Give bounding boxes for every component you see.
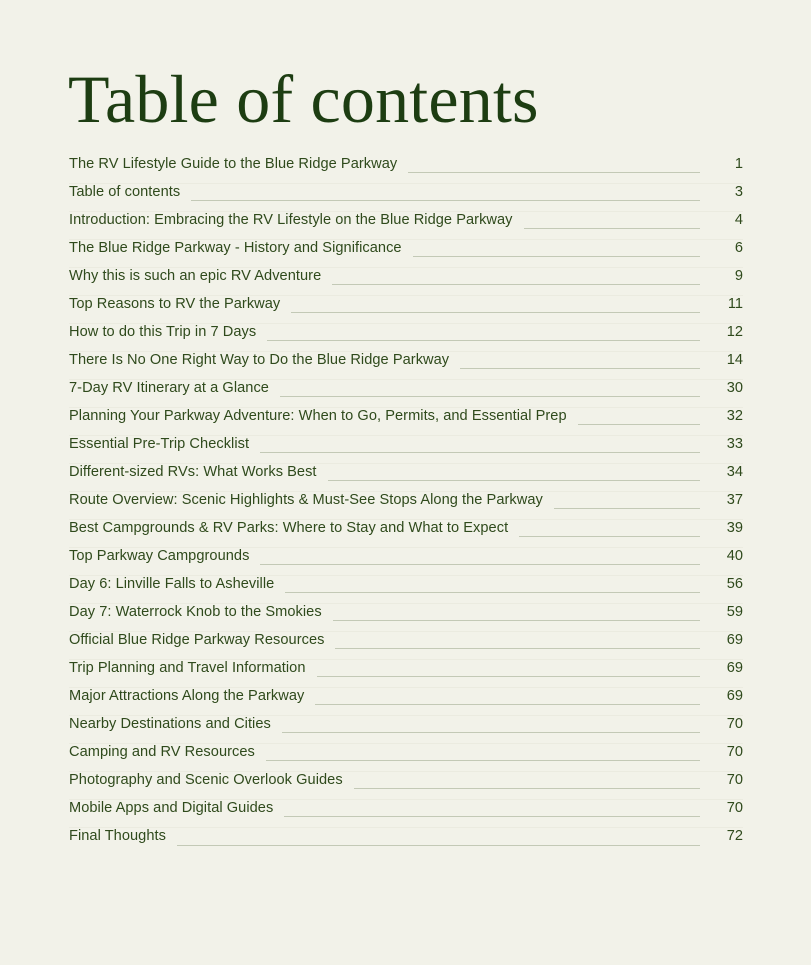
toc-leader-line (285, 592, 700, 593)
toc-entry-page-number: 69 (726, 632, 743, 648)
toc-leader-line (284, 816, 700, 817)
toc-entry[interactable] (69, 212, 743, 240)
toc-leader-line (282, 732, 700, 733)
toc-entry[interactable] (69, 632, 743, 660)
toc-entry[interactable] (69, 352, 743, 380)
toc-entry-page-number: 69 (726, 688, 743, 704)
toc-entry-page-number: 30 (726, 380, 743, 396)
toc-leader-line (291, 312, 700, 313)
toc-entry[interactable] (69, 800, 743, 828)
toc-entry-page-number: 6 (734, 240, 743, 256)
toc-entry-label: Different-sized RVs: What Works Best (69, 464, 317, 480)
toc-leader-line (460, 368, 700, 369)
toc-entry-page-number: 70 (726, 772, 743, 788)
toc-entry-list (69, 156, 743, 856)
toc-entry-page-number: 1 (734, 156, 743, 172)
toc-entry-label: Planning Your Parkway Adventure: When to Go, Permits, and Essential Prep (69, 408, 567, 424)
toc-leader-line (554, 508, 700, 509)
toc-entry[interactable] (69, 408, 743, 436)
toc-entry[interactable] (69, 520, 743, 548)
toc-entry-label: Why this is such an epic RV Adventure (69, 268, 322, 284)
toc-entry[interactable] (69, 324, 743, 352)
toc-entry-page-number: 56 (726, 576, 743, 592)
toc-entry-label: Route Overview: Scenic Highlights & Must-See Stops Along the Parkway (69, 492, 543, 508)
toc-entry-page-number: 11 (727, 296, 743, 312)
toc-entry-page-number: 37 (726, 492, 743, 508)
toc-entry-label: Camping and RV Resources (69, 744, 255, 760)
toc-entry-label: There Is No One Right Way to Do the Blue Ridge Parkway (69, 352, 450, 368)
toc-entry-page-number: 34 (726, 464, 743, 480)
toc-entry-label: Best Campgrounds & RV Parks: Where to Stay and What to Expect (69, 520, 509, 536)
toc-entry-page-number: 70 (726, 716, 743, 732)
toc-entry[interactable] (69, 380, 743, 408)
toc-leader-line (332, 284, 700, 285)
toc-entry-label: Nearby Destinations and Cities (69, 716, 271, 732)
toc-entry-label: Trip Planning and Travel Information (69, 660, 306, 676)
toc-entry[interactable] (69, 464, 743, 492)
toc-leader-line (260, 452, 700, 453)
toc-leader-line (413, 256, 700, 257)
toc-leader-line (177, 845, 700, 846)
toc-entry-page-number: 70 (726, 744, 743, 760)
toc-entry-page-number: 33 (726, 436, 743, 452)
toc-entry[interactable] (69, 576, 743, 604)
toc-entry[interactable] (69, 268, 743, 296)
toc-entry-label: Official Blue Ridge Parkway Resources (69, 632, 325, 648)
toc-entry-page-number: 9 (734, 268, 743, 284)
toc-leader-line (267, 340, 700, 341)
toc-entry[interactable] (69, 548, 743, 576)
toc-entry-page-number: 69 (726, 660, 743, 676)
toc-entry-page-number: 70 (726, 800, 743, 816)
toc-entry[interactable] (69, 436, 743, 464)
toc-entry[interactable] (69, 184, 743, 212)
toc-entry[interactable] (69, 688, 743, 716)
toc-leader-line (266, 760, 700, 761)
toc-entry-page-number: 12 (726, 324, 743, 340)
toc-entry-page-number: 4 (734, 212, 743, 228)
toc-leader-line (335, 648, 700, 649)
toc-leader-line (354, 788, 700, 789)
toc-entry[interactable] (69, 156, 743, 184)
toc-entry-label: Top Reasons to RV the Parkway (69, 296, 281, 312)
toc-leader-line (408, 172, 700, 173)
toc-entry-label: Table of contents (69, 184, 181, 200)
toc-entry-page-number: 32 (726, 408, 743, 424)
toc-entry-label: Mobile Apps and Digital Guides (69, 800, 274, 816)
toc-entry-page-number: 39 (726, 520, 743, 536)
toc-leader-line (578, 424, 700, 425)
toc-entry[interactable] (69, 716, 743, 744)
toc-leader-line (524, 228, 700, 229)
toc-leader-line (260, 564, 700, 565)
toc-entry-page-number: 3 (734, 184, 743, 200)
toc-entry-label: The Blue Ridge Parkway - History and Significance (69, 240, 402, 256)
toc-leader-line (317, 676, 700, 677)
toc-entry-label: How to do this Trip in 7 Days (69, 324, 257, 340)
toc-entry[interactable] (69, 772, 743, 800)
page-title: Table of contents (68, 61, 539, 137)
toc-entry-label: Essential Pre-Trip Checklist (69, 436, 250, 452)
toc-entry[interactable] (69, 660, 743, 688)
toc-entry-label: Top Parkway Campgrounds (69, 548, 250, 564)
toc-leader-line (519, 536, 700, 537)
toc-entry-label: Final Thoughts (69, 828, 166, 844)
toc-entry[interactable] (69, 240, 743, 268)
toc-entry-label: 7-Day RV Itinerary at a Glance (69, 380, 269, 396)
toc-entry-label: The RV Lifestyle Guide to the Blue Ridge Parkway (69, 156, 398, 172)
toc-leader-line (333, 620, 700, 621)
toc-entry[interactable] (69, 744, 743, 772)
toc-entry-label: Day 6: Linville Falls to Asheville (69, 576, 275, 592)
toc-entry-page-number: 59 (726, 604, 743, 620)
toc-entry[interactable] (69, 604, 743, 632)
toc-entry-label: Day 7: Waterrock Knob to the Smokies (69, 604, 322, 620)
toc-entry-page-number: 40 (726, 548, 743, 564)
toc-entry-page-number: 72 (726, 828, 743, 844)
toc-leader-line (328, 480, 700, 481)
toc-entry[interactable] (69, 828, 743, 856)
toc-leader-line (315, 704, 700, 705)
toc-entry-label: Photography and Scenic Overlook Guides (69, 772, 343, 788)
toc-entry[interactable] (69, 296, 743, 324)
toc-entry-page-number: 14 (726, 352, 743, 368)
toc-entry[interactable] (69, 492, 743, 520)
toc-entry-label: Major Attractions Along the Parkway (69, 688, 305, 704)
toc-entry-label: Introduction: Embracing the RV Lifestyle on the Blue Ridge Parkway (69, 212, 513, 228)
toc-leader-line (191, 200, 700, 201)
toc-leader-line (280, 396, 700, 397)
